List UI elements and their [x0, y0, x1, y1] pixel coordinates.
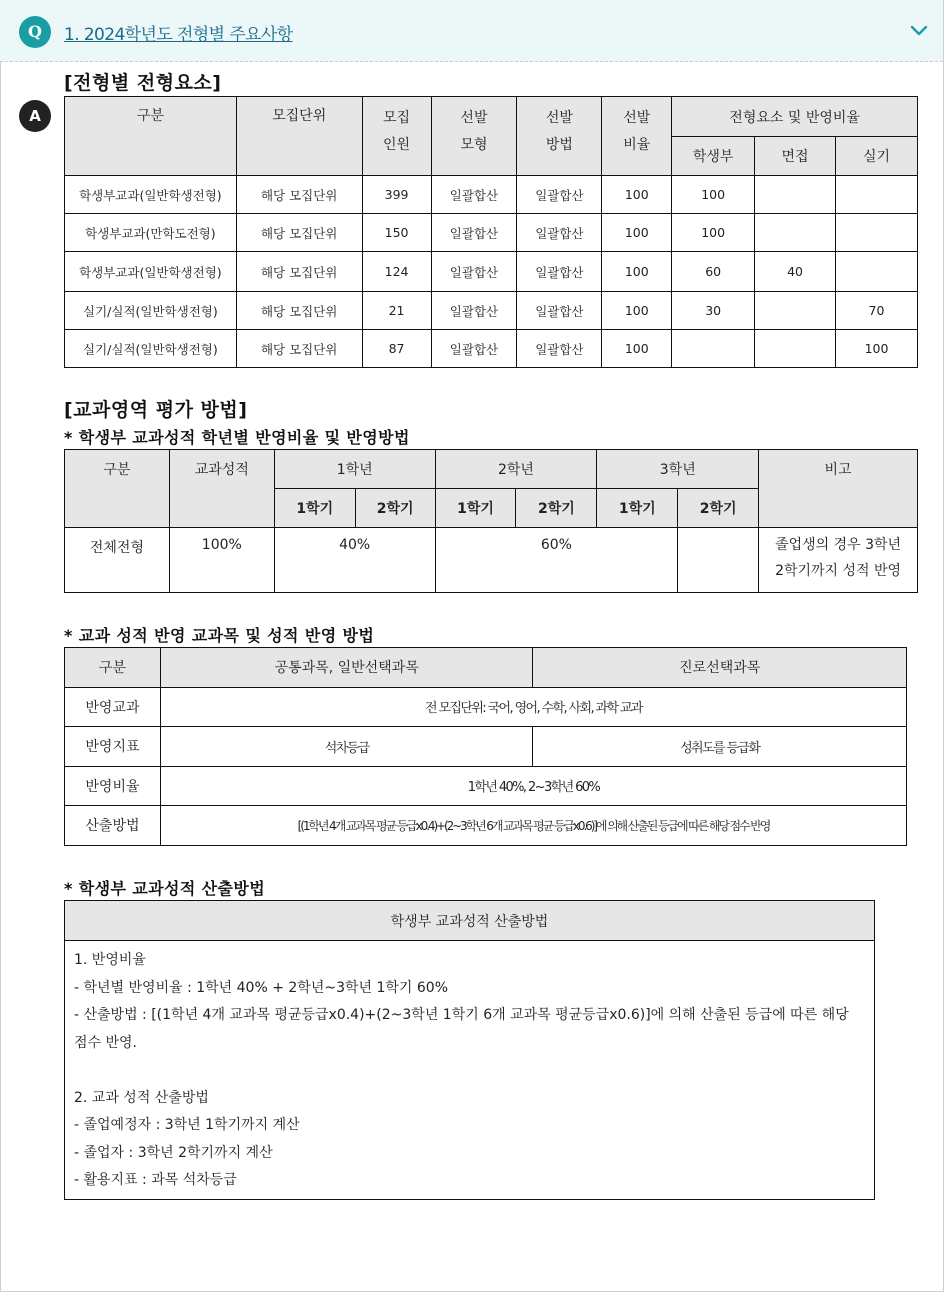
table-row	[65, 330, 918, 368]
col-header-career: 진로선택과목	[533, 648, 907, 688]
cell-unit: 해당 모집단위	[236, 176, 362, 214]
col-header-record: 학생부	[672, 137, 755, 176]
cell-practical	[836, 176, 918, 214]
subtitle-subject-method: * 교과 성적 반영 교과목 및 성적 반영 방법	[64, 626, 375, 645]
cell-model: 일괄합산	[431, 330, 517, 368]
cell-interview	[755, 330, 836, 368]
cell-ratio: 100	[602, 176, 672, 214]
col-header-note: 비고	[759, 450, 918, 528]
cell-grades: 100%	[169, 528, 274, 593]
col-header-category: 구분	[65, 97, 237, 176]
table-row	[65, 176, 918, 214]
text-line: - 산출방법 : [(1학년 4개 교과목 평균등급x0.4)+(2~3학년 1학기 6개 교과목 평균등급x0.6)]에 의해 산출된 등급에 따른 해당 점수 반영.	[74, 1007, 849, 1051]
question-badge-icon: Q	[19, 16, 51, 48]
cell-method: 일괄합산	[517, 252, 602, 292]
calc-method-table	[64, 900, 875, 1200]
col-header-grades: 교과성적	[169, 450, 274, 528]
cell-practical: 70	[836, 292, 918, 330]
cell-count: 124	[362, 252, 431, 292]
section-title-admission-elements: [전형별 전형요소]	[64, 72, 222, 94]
cell-practical	[836, 214, 918, 252]
question-title-link[interactable]: 1. 2024학년도 전형별 주요사항	[64, 25, 293, 45]
cell-practical	[836, 252, 918, 292]
cell-year1-ratio: 40%	[274, 528, 435, 593]
text-line: - 졸업자 : 3학년 2학기까지 계산	[74, 1144, 273, 1161]
col-header-y3-sem2: 2학기	[678, 489, 759, 528]
text-line: - 학년별 반영비율 : 1학년 40% + 2학년~3학년 1학기 60%	[74, 979, 449, 996]
table-row	[65, 806, 907, 846]
row-label-subjects: 반영교과	[65, 687, 161, 727]
cell-count: 21	[362, 292, 431, 330]
cell-ratio: 100	[602, 252, 672, 292]
row-label-ratio: 반영비율	[65, 766, 161, 806]
cell-category: 학생부교과(일반학생전형)	[65, 176, 237, 214]
cell-ratio: 100	[602, 330, 672, 368]
cell-model: 일괄합산	[431, 292, 517, 330]
col-header-practical: 실기	[836, 137, 918, 176]
admission-elements-table	[64, 96, 918, 368]
cell-interview: 40	[755, 252, 836, 292]
col-header-y3-sem1: 1학기	[597, 489, 678, 528]
cell-note: 졸업생의 경우 3학년 2학기까지 성적 반영	[759, 528, 918, 593]
cell-method: 일괄합산	[517, 176, 602, 214]
subtitle-calc-method: * 학생부 교과성적 산출방법	[64, 879, 266, 898]
cell-unit: 해당 모집단위	[236, 214, 362, 252]
text-line: 1. 반영비율	[74, 952, 146, 968]
cell-count: 87	[362, 330, 431, 368]
subject-method-table	[64, 647, 907, 846]
cell-year3-sem2	[678, 528, 759, 593]
cell-ratio: 100	[602, 214, 672, 252]
cell-interview	[755, 214, 836, 252]
faq-question-bar[interactable]	[0, 0, 943, 62]
cell-model: 일괄합산	[431, 252, 517, 292]
table-row	[65, 214, 918, 252]
table-row	[65, 727, 907, 767]
cell-category: 실기/실적(일반학생전형)	[65, 292, 237, 330]
col-header-unit: 모집단위	[236, 97, 362, 176]
table-row	[65, 528, 918, 593]
col-header-calc-method: 학생부 교과성적 산출방법	[65, 901, 875, 941]
col-header-common: 공통과목, 일반선택과목	[160, 648, 533, 688]
cell-count: 399	[362, 176, 431, 214]
cell-record	[672, 330, 755, 368]
cell-subjects: 전 모집단위: 국어, 영어, 수학, 사회, 과학 교과	[160, 687, 906, 727]
col-header-method: 선발 방법	[517, 97, 602, 176]
col-header-category: 구분	[65, 648, 161, 688]
table-row	[65, 687, 907, 727]
col-header-interview: 면접	[755, 137, 836, 176]
cell-method: 일괄합산	[517, 214, 602, 252]
cell-record: 30	[672, 292, 755, 330]
cell-method: [(1학년 4개 교과목 평균 등급x0.4)+(2~3학년 6개 교과목 평균 등급x0.6)]에 의해 산출된 등급에 따른 해당 점수 반영	[160, 806, 906, 846]
cell-record: 60	[672, 252, 755, 292]
yearly-ratio-table	[64, 449, 918, 593]
cell-record: 100	[672, 176, 755, 214]
cell-record: 100	[672, 214, 755, 252]
col-header-y2-sem2: 2학기	[516, 489, 597, 528]
cell-model: 일괄합산	[431, 214, 517, 252]
col-header-category: 구분	[65, 450, 170, 528]
subtitle-yearly-ratio: * 학생부 교과성적 학년별 반영비율 및 반영방법	[64, 428, 410, 447]
cell-method: 일괄합산	[517, 292, 602, 330]
cell-category: 학생부교과(일반학생전형)	[65, 252, 237, 292]
col-header-count: 모집 인원	[362, 97, 431, 176]
cell-unit: 해당 모집단위	[236, 292, 362, 330]
table-row	[65, 292, 918, 330]
text-line: - 졸업예정자 : 3학년 1학기까지 계산	[74, 1117, 300, 1133]
cell-unit: 해당 모집단위	[236, 252, 362, 292]
col-header-y2-sem1: 1학기	[435, 489, 516, 528]
col-header-year2: 2학년	[435, 450, 597, 489]
col-header-year1: 1학년	[274, 450, 435, 489]
cell-ratio: 1학년 40%, 2~3학년 60%	[160, 766, 906, 806]
col-header-y1-sem2: 2학기	[355, 489, 435, 528]
cell-ratio: 100	[602, 292, 672, 330]
col-header-y1-sem1: 1학기	[274, 489, 355, 528]
cell-practical: 100	[836, 330, 918, 368]
cell-year2-3-ratio: 60%	[435, 528, 678, 593]
col-header-model: 선발 모형	[431, 97, 517, 176]
cell-unit: 해당 모집단위	[236, 330, 362, 368]
chevron-down-icon[interactable]	[909, 22, 929, 38]
cell-interview	[755, 176, 836, 214]
text-line: 2. 교과 성적 산출방법	[74, 1089, 209, 1106]
calc-method-body	[65, 941, 875, 1200]
cell-model: 일괄합산	[431, 176, 517, 214]
cell-category: 학생부교과(만학도전형)	[65, 214, 237, 252]
text-line: - 활용지표 : 과목 석차등급	[74, 1172, 237, 1188]
row-label-index: 반영지표	[65, 727, 161, 767]
cell-count: 150	[362, 214, 431, 252]
row-label-method: 산출방법	[65, 806, 161, 846]
cell-interview	[755, 292, 836, 330]
section-title-subject-evaluation: [교과영역 평가 방법]	[64, 399, 248, 421]
col-header-year3: 3학년	[597, 450, 759, 489]
col-header-elements: 전형요소 및 반영비율	[672, 97, 918, 137]
cell-method: 일괄합산	[517, 330, 602, 368]
cell-index-career: 성취도를 등급화	[533, 727, 907, 767]
cell-index-common: 석차등급	[160, 727, 533, 767]
text-line	[74, 1057, 865, 1085]
col-header-ratio: 선발 비율	[602, 97, 672, 176]
cell-category: 실기/실적(일반학생전형)	[65, 330, 237, 368]
table-row	[65, 766, 907, 806]
table-row	[65, 252, 918, 292]
cell-category: 전체전형	[65, 528, 170, 593]
answer-badge-icon: A	[19, 100, 51, 132]
